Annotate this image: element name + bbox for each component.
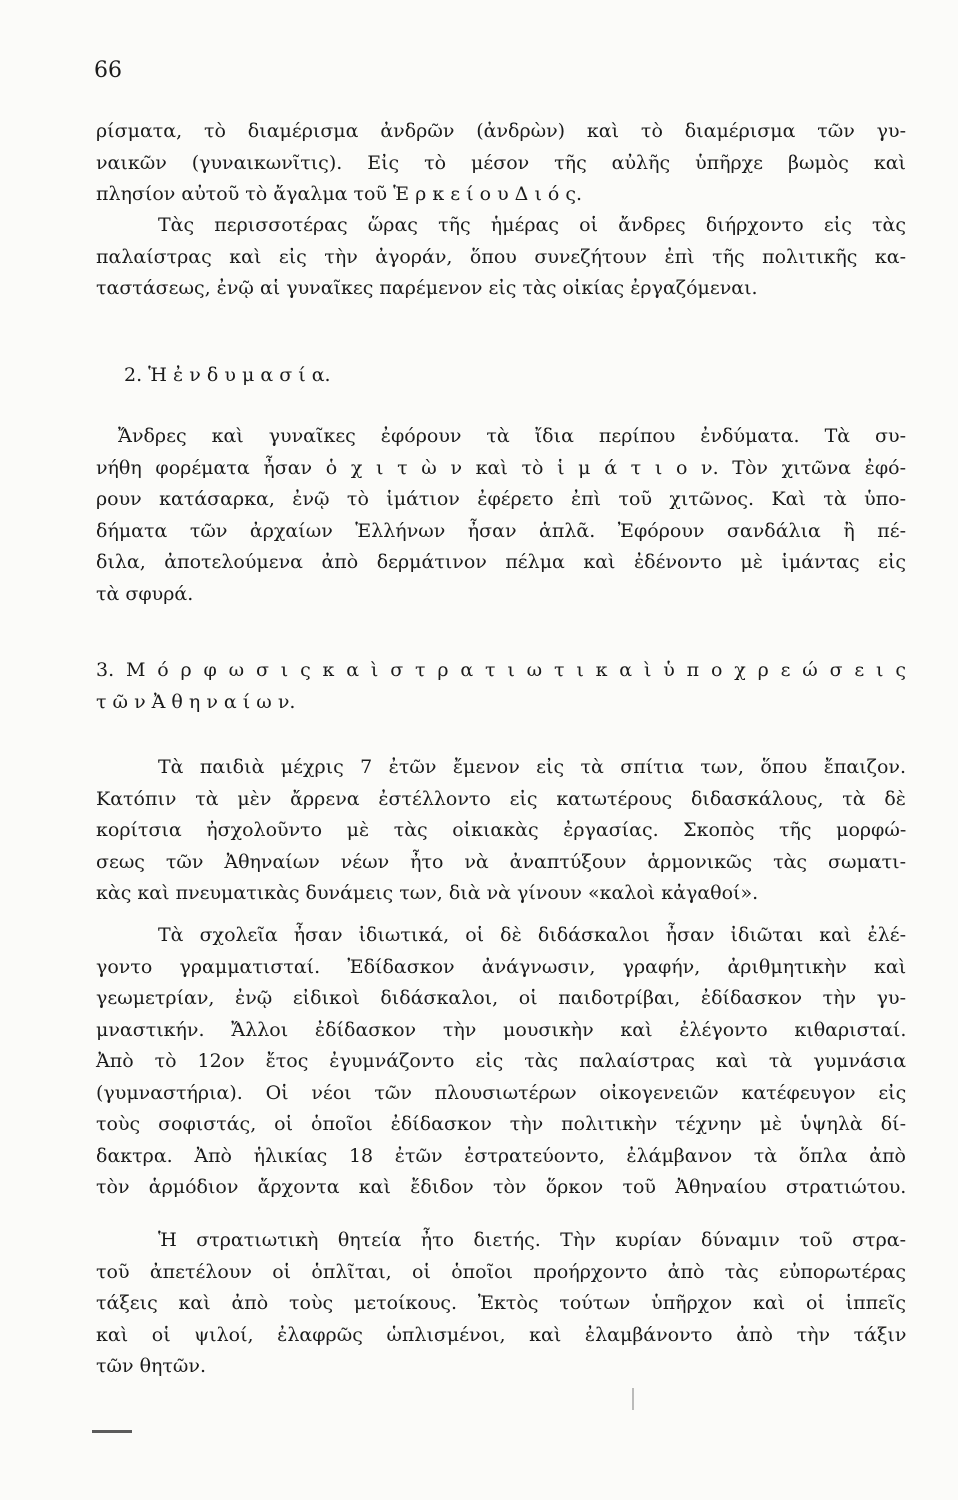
section1-paragraph1 [96, 116, 906, 211]
text-line: ρίσματα, τὸ διαμέρισμα ἀνδρῶν (ἀνδρὼν) καὶ τὸ διαμέρισμα τῶν γυ- [96, 120, 906, 142]
text-line: μναστικήν. Ἄλλοι ἐδίδασκον τὴν μουσικὴν καὶ ἐλέγοντο κιθαρισταί. [96, 1018, 907, 1041]
section3-paragraph3 [96, 1225, 906, 1383]
section2-heading: 2. Ἡ ἐ ν δ υ μ α σ ί α. [124, 364, 331, 386]
scan-artifact [92, 1430, 132, 1433]
text-line: κὰς καὶ πνευματικὰς δυνάμεις των, διὰ νὰ γίνουν «καλοὶ κἀγαθοί». [96, 882, 759, 904]
text-line: τὸν ἁρμόδιον ἄρχοντα καὶ ἔδιδον τὸν ὅρκον τοῦ Ἀθηναίου στρατιώτου. [96, 1176, 907, 1198]
section3-paragraph2 [96, 920, 906, 1204]
text-line: δήματα τῶν ἀρχαίων Ἑλλήνων ἦσαν ἁπλᾶ. Ἐφόρουν σανδάλια ἢ πέ- [96, 519, 906, 542]
text-line: τῶν θητῶν. [96, 1355, 207, 1377]
text-line: Τὰ σχολεῖα ἦσαν ἰδιωτικά, οἱ δὲ διδάσκαλοι ἦσαν ἰδιῶται καὶ ἐλέ- [158, 924, 906, 946]
text-line: Ἡ στρατιωτικὴ θητεία ἦτο διετής. Τὴν κυρίαν δύναμιν τοῦ στρα- [158, 1229, 906, 1251]
text-line: νήθη φορέματα ἦσαν ὁ χ ι τ ὼ ν καὶ τὸ ἱ μ ά τ ι ο ν. Τὸν χιτῶνα ἐφό- [96, 456, 906, 479]
text-line: (γυμναστήρια). Οἱ νέοι τῶν πλουσιωτέρων οἰκογενειῶν κατέφευγον εἰς [96, 1081, 907, 1104]
text-line: ρουν κατάσαρκα, ἐνῷ τὸ ἱμάτιον ἐφέρετο ἐπὶ τοῦ χιτῶνος. Καὶ τὰ ὑπο- [96, 488, 906, 510]
text-line: Ἄνδρες καὶ γυναῖκες ἐφόρουν τὰ ἴδια περίπου ἐνδύματα. Τὰ συ- [118, 425, 906, 447]
heading-line: 3. Μ ό ρ φ ω σ ι ς κ α ὶ σ τ ρ α τ ι ω τ ι κ α ὶ ὑ π ο χ ρ ε ώ σ ε ι ς [96, 659, 906, 681]
text-line: Κατόπιν τὰ μὲν ἄρρενα ἐστέλλοντο εἰς κατωτέρους διδασκάλους, τὰ δὲ [96, 787, 906, 810]
section3-paragraph1 [96, 752, 906, 910]
text-line: Τὰ παιδιὰ μέχρις 7 ἐτῶν ἔμενον εἰς τὰ σπίτια των, ὅπου ἔπαιζον. [158, 756, 906, 778]
section3-heading [96, 655, 906, 718]
section1-paragraph2 [96, 210, 906, 305]
page-number: 66 [94, 58, 122, 83]
text-line: πλησίον αὐτοῦ τὸ ἄγαλμα τοῦ Ἑ ρ κ ε ί ο υ Δ ι ό ς. [96, 183, 583, 205]
section2-paragraph [96, 421, 906, 610]
heading-line: τ ῶ ν Ἀ θ η ν α ί ω ν. [96, 690, 296, 713]
text-line: ταστάσεως, ἐνῷ αἱ γυναῖκες παρέμενον εἰς τὰς οἰκίας ἐργαζόμεναι. [96, 277, 758, 299]
text-line: δακτρα. Ἀπὸ ἡλικίας 18 ἐτῶν ἐστρατεύοντο, ἐλάμβανον τὰ ὅπλα ἀπὸ [96, 1144, 906, 1167]
text-line: κορίτσια ἠσχολοῦντο μὲ τὰς οἰκιακὰς ἐργασίας. Σκοπὸς τῆς μορφώ- [96, 819, 907, 841]
text-line: σεως τῶν Ἀθηναίων νέων ἦτο νὰ ἀναπτύξουν ἁρμονικῶς τὰς σωματι- [96, 850, 907, 873]
text-line: διλα, ἀποτελούμενα ἀπὸ δερμάτινον πέλμα καὶ ἐδένοντο μὲ ἱμάντας εἰς [96, 551, 907, 573]
text-line: καὶ οἱ ψιλοί, ἐλαφρῶς ὡπλισμένοι, καὶ ἐλαμβάνοντο ἀπὸ τὴν τάξιν [96, 1323, 907, 1346]
text-line: τοῦ ἀπετέλουν οἱ ὁπλῖται, οἱ ὁποῖοι προήρχοντο ἀπὸ τὰς εὐπορωτέρας [96, 1260, 906, 1283]
text-line: Τὰς περισσοτέρας ὥρας τῆς ἡμέρας οἱ ἄνδρες διήρχοντο εἰς τὰς [158, 214, 906, 236]
text-line: τὰ σφυρά. [96, 582, 194, 605]
text-line: τοὺς σοφιστάς, οἱ ὁποῖοι ἐδίδασκον τὴν πολιτικὴν τέχνην μὲ ὑψηλὰ δί- [96, 1113, 907, 1135]
text-line: γεωμετρίαν, ἐνῷ εἰδικοὶ διδάσκαλοι, οἱ παιδοτρίβαι, ἐδίδασκον τὴν γυ- [96, 987, 906, 1009]
scan-artifact [632, 1388, 634, 1410]
text-line: παλαίστρας καὶ εἰς τὴν ἀγοράν, ὅπου συνεζήτουν ἐπὶ τῆς πολιτικῆς κα- [96, 245, 906, 268]
text-line: ναικῶν (γυναικωνῖτις). Εἰς τὸ μέσον τῆς αὐλῆς ὑπῆρχε βωμὸς καὶ [96, 151, 906, 174]
text-line: γοντο γραμματισταί. Ἐδίδασκον ἀνάγνωσιν, γραφήν, ἀριθμητικὴν καὶ [96, 955, 907, 978]
text-line: τάξεις καὶ ἀπὸ τοὺς μετοίκους. Ἐκτὸς τούτων ὑπῆρχον καὶ οἱ ἱππεῖς [96, 1292, 906, 1314]
text-line: Ἀπὸ τὸ 12ον ἔτος ἐγυμνάζοντο εἰς τὰς παλαίστρας καὶ τὰ γυμνάσια [96, 1050, 907, 1072]
